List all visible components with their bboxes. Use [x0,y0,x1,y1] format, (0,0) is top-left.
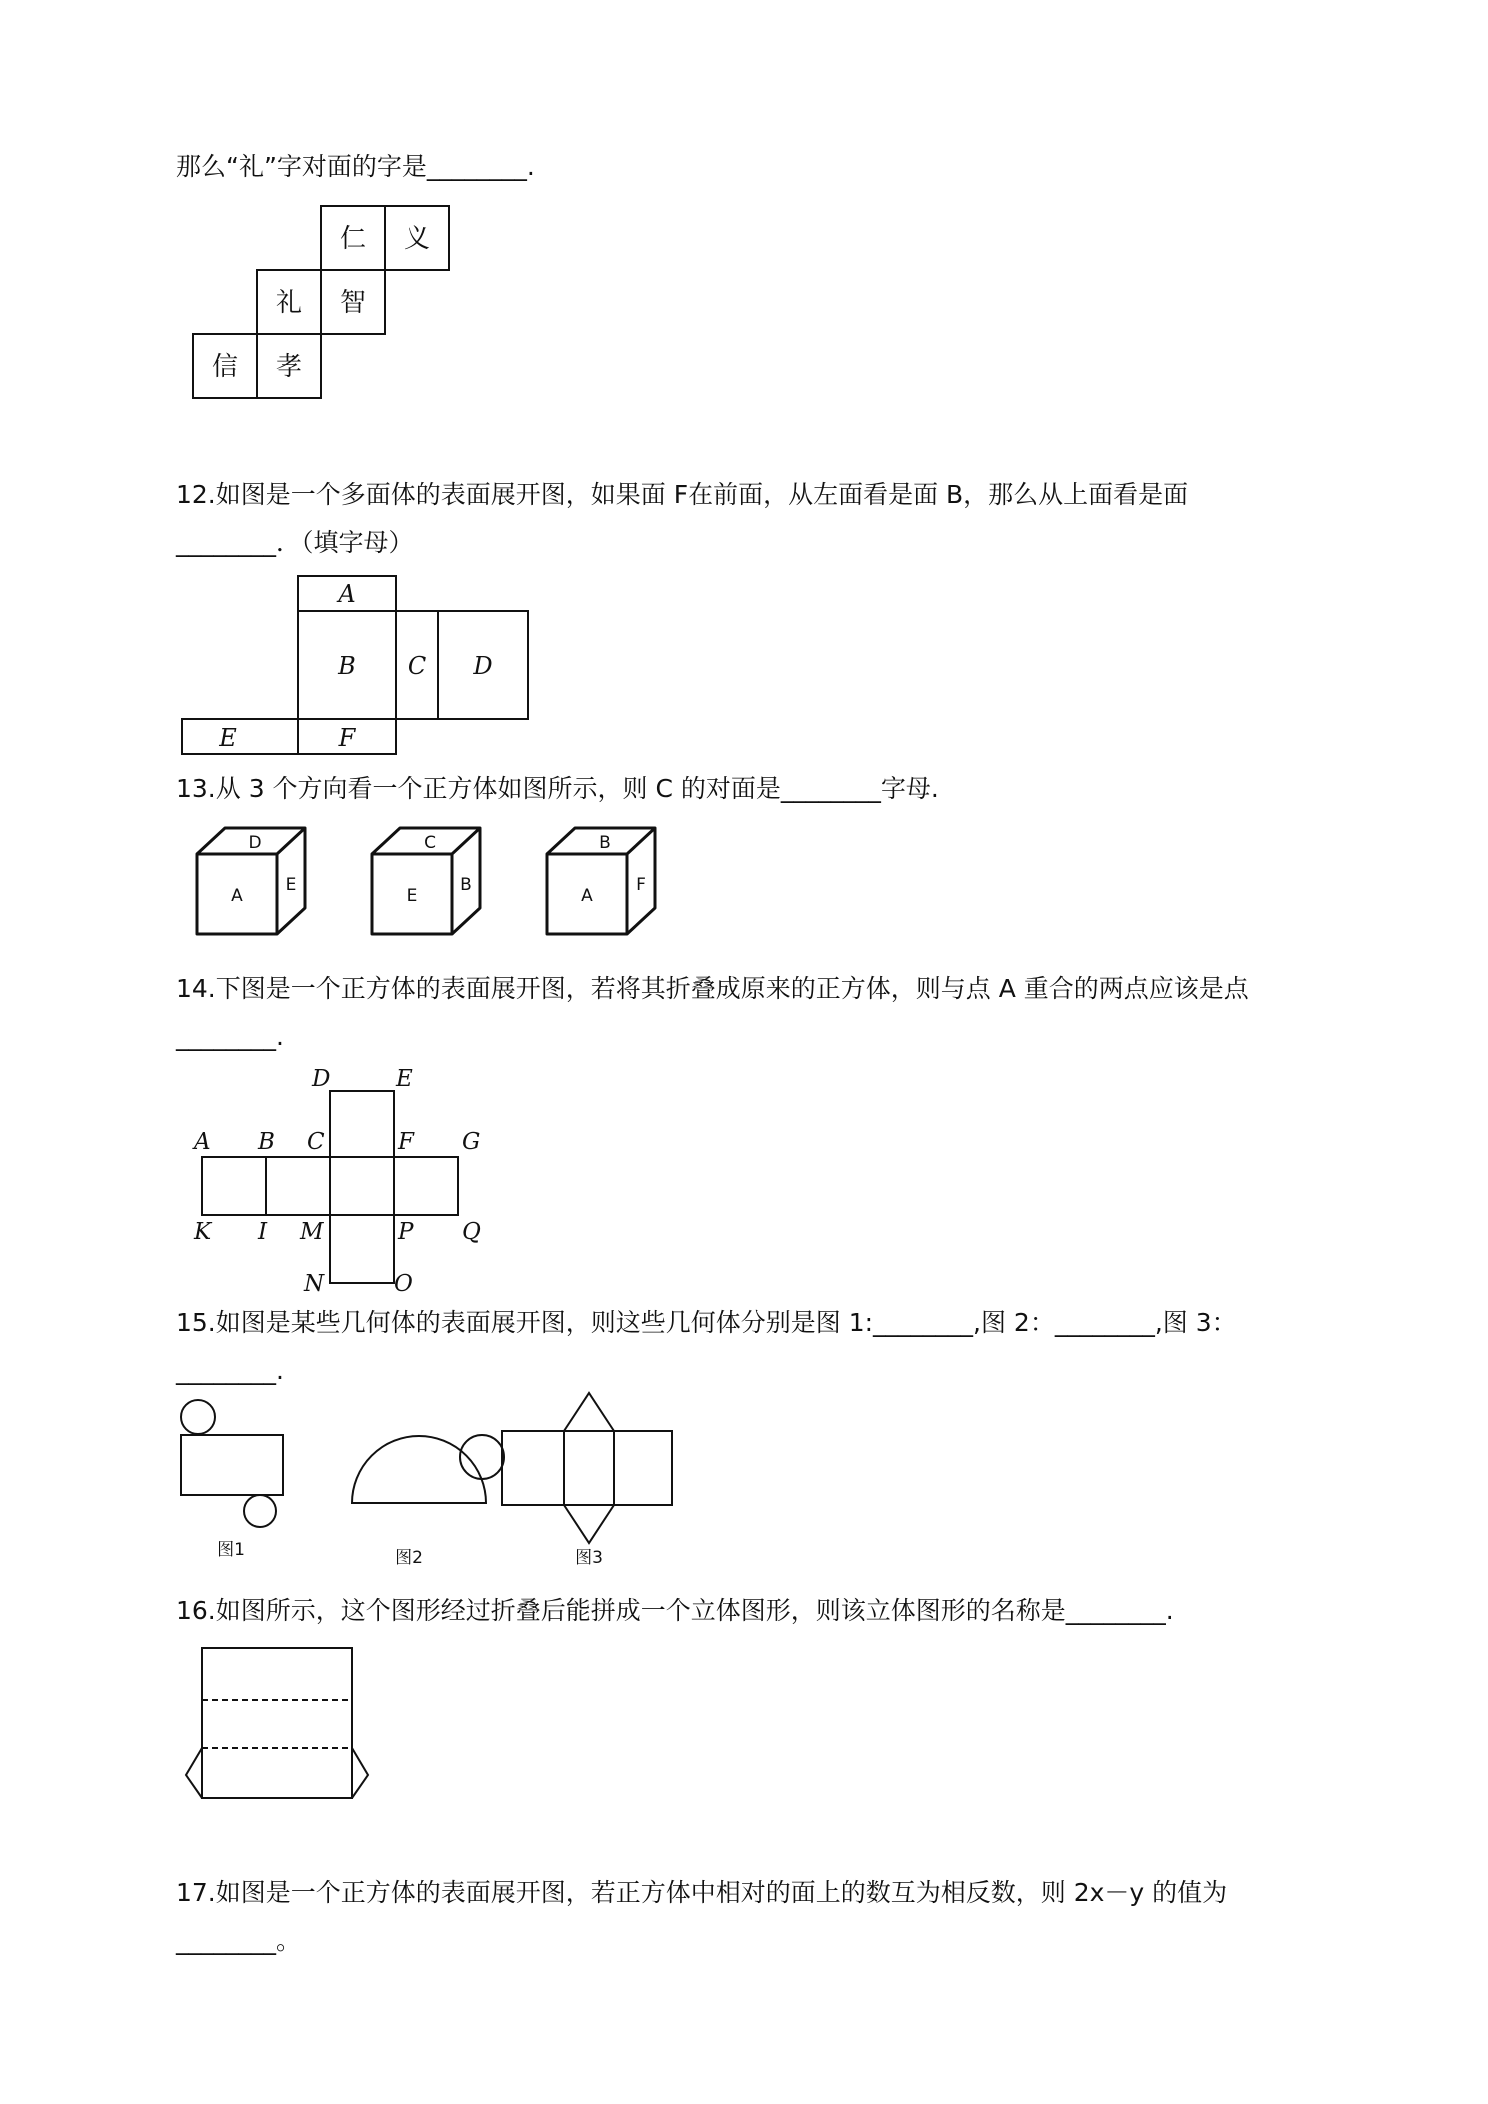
fig11-label: 信 [211,352,239,382]
fig12-face-e [182,719,298,754]
fig14-point-f: F [398,1129,414,1155]
q15-text-line1: 15.如图是某些几何体的表面展开图，则这些几何体分别是图 1:________,图 2：________,图 3： [176,1308,1237,1337]
fig12-label: A [338,580,356,608]
fig15-net-2 [352,1435,504,1503]
fig14-point-g: G [462,1129,481,1155]
fig13-cube1-top: D [248,833,262,853]
fig15-solid-nets [176,1385,696,1580]
fig13-cube2-front: E [406,886,418,906]
fig13-cube3-front: A [581,886,593,906]
q13-text: 13.从 3 个方向看一个正方体如图所示，则 C 的对面是________字母. [176,774,939,803]
fig14-cube-net-points [180,1055,500,1295]
fig14-point-e: E [396,1066,413,1092]
q16-text: 16.如图所示，这个图形经过折叠后能拼成一个立体图形，则该立体图形的名称是________. [176,1596,1174,1625]
fig14-point-b: B [258,1129,275,1155]
fig15-caption-2: 图2 [395,1548,423,1568]
q17-text-line2: ________。 [176,1926,302,1955]
fig15-caption-3: 图3 [575,1548,603,1568]
fig12-polyhedron-net [176,570,546,760]
fig14-point-n: N [304,1271,325,1297]
fig14-point-q: Q [462,1219,481,1245]
q17-text-line1: 17.如图是一个正方体的表面展开图，若正方体中相对的面上的数互为相反数，则 2x－y 的值为 [176,1878,1228,1907]
q12-text-line2: ________．（填字母） [176,528,414,557]
q14-text-line1: 14.下图是一个正方体的表面展开图，若将其折叠成原来的正方体，则与点 A 重合的两点应该是点 [176,974,1249,1003]
fig13-cube3-side: F [636,875,646,895]
q15-text-line2: ________. [176,1356,284,1385]
fig13-cube1-side: E [285,875,297,895]
fig15-net-3 [502,1393,672,1543]
fig14-point-d: D [312,1066,331,1092]
fig13-cube2-side: B [460,875,472,895]
fig14-point-a: A [194,1129,211,1155]
fig11-label: 仁 [339,224,367,254]
fig14-point-k: K [194,1219,212,1245]
fig12-label: B [338,652,356,680]
fig14-point-m: M [300,1219,324,1245]
fig15-caption-1: 图1 [217,1540,245,1560]
fig14-point-o: O [394,1271,413,1297]
fig13-cube2-top: C [424,833,436,853]
fig11-label: 孝 [275,352,303,382]
fig12-label: E [219,724,237,752]
q12-text-line1: 12.如图是一个多面体的表面展开图，如果面 F在前面，从左面看是面 B，那么从上面看是面 [176,480,1189,509]
fig14-point-p: P [398,1219,414,1245]
fig14-point-c: C [307,1129,325,1155]
q11-text: 那么“礼”字对面的字是________. [176,152,535,181]
fig13-cube1-front: A [231,886,243,906]
fig12-label: F [338,724,356,752]
fig11-label: 义 [403,224,431,254]
fig13-cube-views [180,820,700,945]
fig12-label: D [473,652,493,680]
fig11-label: 礼 [275,288,303,318]
fig12-label: C [407,652,427,680]
fig14-point-i: I [258,1219,268,1245]
fig11-label: 智 [339,288,367,318]
fig13-cube3-top: B [599,833,611,853]
fig16-prism-net [180,1640,380,1810]
fig15-net-1 [181,1400,283,1527]
q14-text-line2: ________. [176,1022,284,1051]
fig11-cube-net [180,200,460,410]
